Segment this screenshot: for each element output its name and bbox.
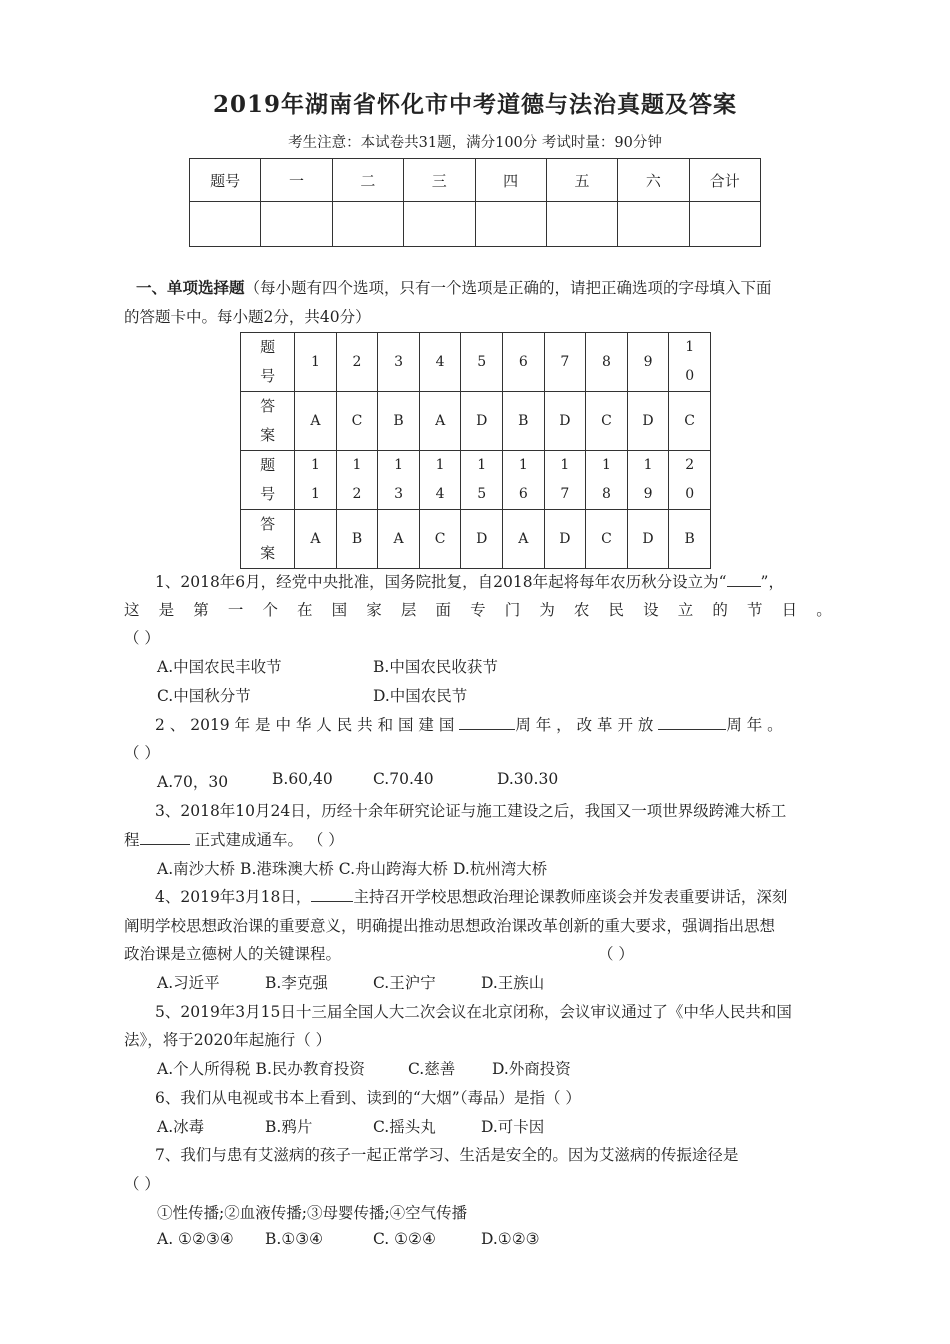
- answer-cell: D: [461, 510, 503, 569]
- answer-blank: [658, 714, 726, 730]
- answer-cell: D: [544, 510, 586, 569]
- answer-cell: B: [336, 510, 378, 569]
- score-table-empty-row: [190, 202, 761, 247]
- answer-cell: C: [586, 392, 628, 451]
- section1-instruction: （每小题有四个选项，只有一个选项是正确的，请把正确选项的字母填入下面: [244, 279, 772, 297]
- question-1-stem: 1、2018年6月，经党中央批准，国务院批复，自2018年起将每年农历秋分设立为“ ”，: [155, 573, 784, 591]
- question-number: 1 7: [544, 451, 586, 510]
- answer-cell: C: [669, 392, 711, 451]
- question-3-stem-2: 程 正式建成通车。 （ ）: [124, 831, 344, 849]
- question-6-option-b[interactable]: B.鸦片: [265, 1118, 313, 1136]
- answer-cell: A: [503, 510, 545, 569]
- question-7-option-c[interactable]: C. ①②④: [373, 1230, 436, 1248]
- score-header-cell: 六: [618, 159, 689, 202]
- answer-table-ans-row-2: [241, 510, 711, 569]
- score-header-cell: 合计: [689, 159, 760, 202]
- question-7-stem: 7、我们与患有艾滋病的孩子一起正常学习、生活是安全的。因为艾滋病的传振途径是: [155, 1146, 739, 1164]
- answer-cell: D: [627, 510, 669, 569]
- row-label: 答 案: [241, 510, 295, 569]
- score-cell: [404, 202, 475, 247]
- question-5-stem-2: 法》，将于2020年起施行（ ）: [124, 1031, 332, 1049]
- answer-cell: A: [419, 392, 461, 451]
- question-4-option-a[interactable]: A.习近平: [157, 974, 220, 992]
- question-5-stem: 5、2019年3月15日十三届全国人大二次会议在北京闭称，会议审议通过了《中华人民共和国: [155, 1003, 792, 1021]
- question-7-option-b[interactable]: B.①③④: [265, 1230, 324, 1248]
- question-1-option-b[interactable]: B.中国农民收获节: [373, 658, 498, 676]
- question-4-option-c[interactable]: C.王沪宁: [373, 974, 436, 992]
- score-header-cell: 二: [332, 159, 403, 202]
- question-6-stem: 6、我们从电视或书本上看到、读到的“大烟”（毒品）是指（ ）: [155, 1089, 581, 1107]
- question-3-options[interactable]: A.南沙大桥 B.港珠澳大桥 C.舟山跨海大桥 D.杭州湾大桥: [157, 860, 548, 878]
- score-header-cell: 题号: [190, 159, 261, 202]
- score-cell: [475, 202, 546, 247]
- question-4-stem-3: 政治课是立德树人的关键课程。: [124, 945, 342, 963]
- question-4-stem: 4、2019年3月18日， 主持召开学校思想政治理论课教师座谈会并发表重要讲话，深刻: [155, 888, 788, 906]
- score-cell: [546, 202, 617, 247]
- answer-cell: C: [336, 392, 378, 451]
- question-7-paren: （ ）: [124, 1175, 160, 1193]
- question-2-option-a[interactable]: A.70，30: [157, 773, 229, 791]
- exam-notice: 考生注意：本试卷共31题，满分100分 考试时量：90分钟: [288, 135, 662, 151]
- score-cell: [190, 202, 261, 247]
- question-number: 2 0: [669, 451, 711, 510]
- question-number: 1 1: [295, 451, 337, 510]
- question-2-option-b[interactable]: B.60,40: [272, 770, 333, 788]
- question-4-paren: （ ）: [598, 945, 634, 963]
- question-1-stem-2: 这 是 第 一 个 在 国 家 层 面 专 门 为 农 民 设 立 的 节 日 。: [124, 601, 832, 619]
- score-header-cell: 三: [404, 159, 475, 202]
- score-cell: [689, 202, 760, 247]
- question-number: 7: [544, 333, 586, 392]
- question-number: 6: [503, 333, 545, 392]
- answer-cell: D: [627, 392, 669, 451]
- section1-heading: 一、单项选择题: [136, 278, 245, 297]
- question-7-option-a[interactable]: A. ①②③④: [157, 1230, 234, 1248]
- question-4-option-b[interactable]: B.李克强: [265, 974, 328, 992]
- answer-blank: [727, 571, 761, 587]
- answer-blank: [459, 714, 515, 730]
- answer-cell: D: [461, 392, 503, 451]
- question-2-option-d[interactable]: D.30.30: [497, 770, 559, 788]
- question-number: 4: [419, 333, 461, 392]
- question-5-option-c[interactable]: C.慈善: [408, 1060, 456, 1078]
- question-number: 1 9: [627, 451, 669, 510]
- question-number: 9: [627, 333, 669, 392]
- question-number: 5: [461, 333, 503, 392]
- question-6-option-c[interactable]: C.摇头丸: [373, 1118, 436, 1136]
- question-5-option-d[interactable]: D.外商投资: [492, 1060, 571, 1078]
- score-header-cell: 四: [475, 159, 546, 202]
- answer-cell: C: [586, 510, 628, 569]
- question-number: 1: [295, 333, 337, 392]
- question-4-stem-2: 阐明学校思想政治课的重要意义，明确提出推动思想政治课改革创新的重大要求，强调指出思想: [124, 917, 776, 935]
- question-2-paren: （ ）: [124, 744, 160, 762]
- question-1-option-d[interactable]: D.中国农民节: [373, 687, 468, 705]
- answer-cell: C: [419, 510, 461, 569]
- answer-cell: A: [378, 510, 420, 569]
- score-header-cell: 一: [261, 159, 332, 202]
- answer-cell: D: [544, 392, 586, 451]
- answer-table-ans-row-1: [241, 392, 711, 451]
- question-number: 1 4: [419, 451, 461, 510]
- score-table: [189, 158, 761, 247]
- question-3-stem: 3、2018年10月24日，历经十余年研究论证与施工建设之后，我国又一项世界级跨滩大桥工: [155, 802, 787, 820]
- section1-instruction-2: 的答题卡中。每小题2分，共40分）: [124, 308, 371, 326]
- question-7-items: ①性传播;②血液传播;③母婴传播;④空气传播: [157, 1204, 468, 1222]
- question-6-option-d[interactable]: D.可卡因: [481, 1118, 545, 1136]
- answer-cell: A: [295, 510, 337, 569]
- score-cell: [332, 202, 403, 247]
- question-6-option-a[interactable]: A.冰毒: [157, 1118, 205, 1136]
- answer-cell: A: [295, 392, 337, 451]
- question-5-option-ab[interactable]: A.个人所得税 B.民办教育投资: [157, 1060, 365, 1078]
- answer-table: [240, 332, 711, 569]
- question-number: 1 2: [336, 451, 378, 510]
- score-cell: [618, 202, 689, 247]
- answer-cell: B: [378, 392, 420, 451]
- answer-cell: B: [669, 510, 711, 569]
- row-label: 答 案: [241, 392, 295, 451]
- question-number: 3: [378, 333, 420, 392]
- answer-cell: B: [503, 392, 545, 451]
- question-number: 1 5: [461, 451, 503, 510]
- question-number: 1 3: [378, 451, 420, 510]
- question-1-option-c[interactable]: C.中国秋分节: [157, 687, 251, 705]
- page-title: 2019年湖南省怀化市中考道德与法治真题及答案: [212, 91, 737, 118]
- answer-table-num-row-2: [241, 451, 711, 510]
- question-number: 2: [336, 333, 378, 392]
- question-7-option-d[interactable]: D.①②③: [481, 1230, 540, 1248]
- answer-blank: [140, 829, 190, 845]
- score-header-cell: 五: [546, 159, 617, 202]
- row-label: 题 号: [241, 451, 295, 510]
- answer-table-num-row-1: [241, 333, 711, 392]
- question-number: 1 6: [503, 451, 545, 510]
- section1-line1: [136, 276, 772, 298]
- score-table-header-row: [190, 159, 761, 202]
- question-number: 1 0: [669, 333, 711, 392]
- question-4-option-d[interactable]: D.王族山: [481, 974, 545, 992]
- question-1-paren: （ ）: [124, 629, 160, 647]
- question-number: 1 8: [586, 451, 628, 510]
- row-label: 题 号: [241, 333, 295, 392]
- score-cell: [261, 202, 332, 247]
- question-2-stem: 2 、 2019 年 是 中 华 人 民 共 和 国 建 国 周 年 ， 改 革 开 放 周 年 。: [155, 716, 783, 734]
- answer-blank: [311, 886, 353, 902]
- question-number: 8: [586, 333, 628, 392]
- question-2-option-c[interactable]: C.70.40: [373, 770, 434, 788]
- question-1-option-a[interactable]: A.中国农民丰收节: [157, 658, 282, 676]
